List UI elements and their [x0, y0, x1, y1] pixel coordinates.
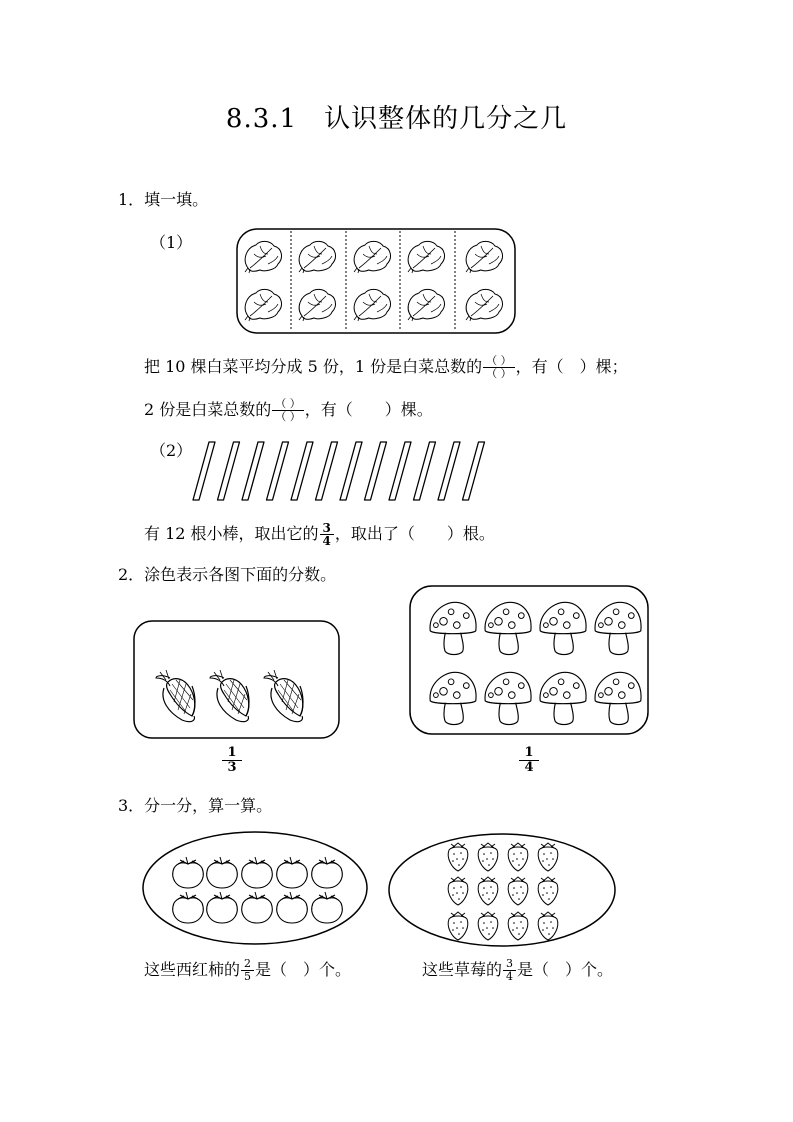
q3-tomato-text-b: 是（ ）个。 — [255, 960, 352, 979]
corn-icon — [264, 670, 303, 722]
q3-tomato-line — [144, 958, 351, 983]
strawberry-icon — [478, 912, 498, 940]
fraction-numerator: 2 — [244, 957, 252, 970]
q1-line3 — [144, 522, 495, 547]
cabbage-icon — [354, 241, 390, 273]
page-title: 8.3.1 认识整体的几分之几 — [225, 104, 568, 134]
mushroom-icon — [595, 602, 641, 654]
q1-heading: 1．填一填。 — [118, 190, 209, 209]
strawberry-icon — [448, 912, 468, 940]
q1-line3-text-b: ，取出了（ ）根。 — [334, 524, 495, 543]
stick — [414, 442, 436, 500]
corn-icon — [156, 670, 195, 722]
strawberry-icon — [508, 912, 528, 940]
strawberry-icon — [478, 877, 498, 905]
corn-fraction-numerator: 1 — [227, 745, 237, 760]
fraction-numerator: 3 — [506, 957, 514, 970]
mushroom-icon — [430, 672, 476, 724]
strawberry-ellipse — [389, 834, 615, 946]
mushroom-fraction-denominator: 4 — [519, 760, 539, 775]
fraction-blank[interactable] — [483, 355, 515, 380]
mushroom-icon — [595, 672, 641, 724]
stick — [389, 442, 411, 500]
q1-line3-text-a: 有 12 根小棒，取出它的 — [144, 524, 319, 543]
fraction-blank-numerator[interactable]: （ ） — [486, 354, 512, 367]
tomato-icon — [312, 857, 342, 888]
q2-heading: 2．涂色表示各图下面的分数。 — [118, 565, 337, 584]
sticks — [193, 442, 485, 500]
q1-line2 — [144, 398, 433, 423]
stick — [291, 442, 313, 500]
stick — [267, 442, 289, 500]
tomato-icon — [242, 892, 272, 923]
stick — [365, 442, 387, 500]
stick — [242, 442, 264, 500]
strawberry-icon — [508, 877, 528, 905]
q1-sub1-label: （1） — [150, 233, 193, 252]
fraction-numerator: 3 — [322, 521, 331, 535]
mushroom-icon — [485, 602, 531, 654]
corn-fraction — [222, 746, 242, 775]
stick — [316, 442, 338, 500]
cabbage-icon — [299, 289, 335, 321]
strawberry-icon — [448, 843, 468, 871]
q3-strawberry-line — [422, 958, 613, 983]
mushroom-icon — [485, 672, 531, 724]
q3-strawberry-text-a: 这些草莓的 — [422, 960, 503, 979]
fraction-three-quarters-2 — [503, 958, 516, 983]
cabbage-icon — [245, 289, 281, 321]
q1-line1-text-a: 把 10 棵白菜平均分成 5 份，1 份是白菜总数的 — [144, 357, 483, 376]
stick — [218, 442, 240, 500]
q1-line2-text-b: ，有（ ）棵。 — [304, 400, 433, 419]
tomato-icon — [173, 892, 203, 923]
corn-fraction-denominator: 3 — [222, 760, 242, 775]
strawberry-icon — [508, 843, 528, 871]
fraction-three-quarters — [320, 522, 334, 547]
cabbage-icon — [408, 241, 444, 273]
cabbage-icon — [354, 289, 390, 321]
tomato-icon — [277, 857, 307, 888]
strawberry-icon — [538, 843, 558, 871]
fraction-blank-denominator[interactable]: （ ） — [272, 410, 304, 423]
cabbage-box — [237, 229, 515, 333]
mushroom-fraction — [519, 746, 539, 775]
q1-line1-text-b: ，有（ ）棵； — [515, 357, 628, 376]
fraction-blank-numerator[interactable]: （ ） — [275, 397, 301, 410]
cabbage-icon — [408, 289, 444, 321]
tomato-icon — [207, 892, 237, 923]
cabbage-icon — [299, 241, 335, 273]
tomato-icon — [207, 857, 237, 888]
stick — [438, 442, 460, 500]
tomato-icon — [173, 857, 203, 888]
strawberry-icon — [478, 843, 498, 871]
mushroom-icon — [540, 672, 586, 724]
mushroom-fraction-numerator: 1 — [524, 745, 534, 760]
strawberry-icon — [538, 877, 558, 905]
tomato-icon — [277, 892, 307, 923]
strawberry-icon — [538, 912, 558, 940]
mushroom-icon — [540, 602, 586, 654]
cabbage-icon — [466, 289, 502, 321]
q3-heading: 3．分一分，算一算。 — [118, 796, 273, 815]
fraction-two-fifths — [241, 958, 254, 983]
q1-line2-text-a: 2 份是白菜总数的 — [144, 400, 272, 419]
q1-sub2-label: （2） — [150, 441, 193, 460]
q3-tomato-text-a: 这些西红柿的 — [144, 960, 241, 979]
tomato-icon — [242, 857, 272, 888]
mushroom-box — [410, 586, 648, 734]
stick — [193, 442, 215, 500]
tomato-icon — [312, 892, 342, 923]
fraction-blank[interactable] — [272, 398, 304, 423]
cabbage-icon — [466, 241, 502, 273]
stick — [463, 442, 485, 500]
corn-icon — [210, 670, 249, 722]
strawberry-icon — [448, 877, 468, 905]
cabbage-icon — [245, 241, 281, 273]
fraction-denominator: 4 — [320, 534, 334, 547]
stick — [340, 442, 362, 500]
mushroom-icon — [430, 602, 476, 654]
fraction-blank-denominator[interactable]: （ ） — [483, 367, 515, 380]
q1-line1 — [144, 355, 628, 380]
q3-strawberry-text-b: 是（ ）个。 — [517, 960, 614, 979]
fraction-denominator: 4 — [503, 970, 516, 983]
fraction-denominator: 5 — [241, 970, 254, 983]
